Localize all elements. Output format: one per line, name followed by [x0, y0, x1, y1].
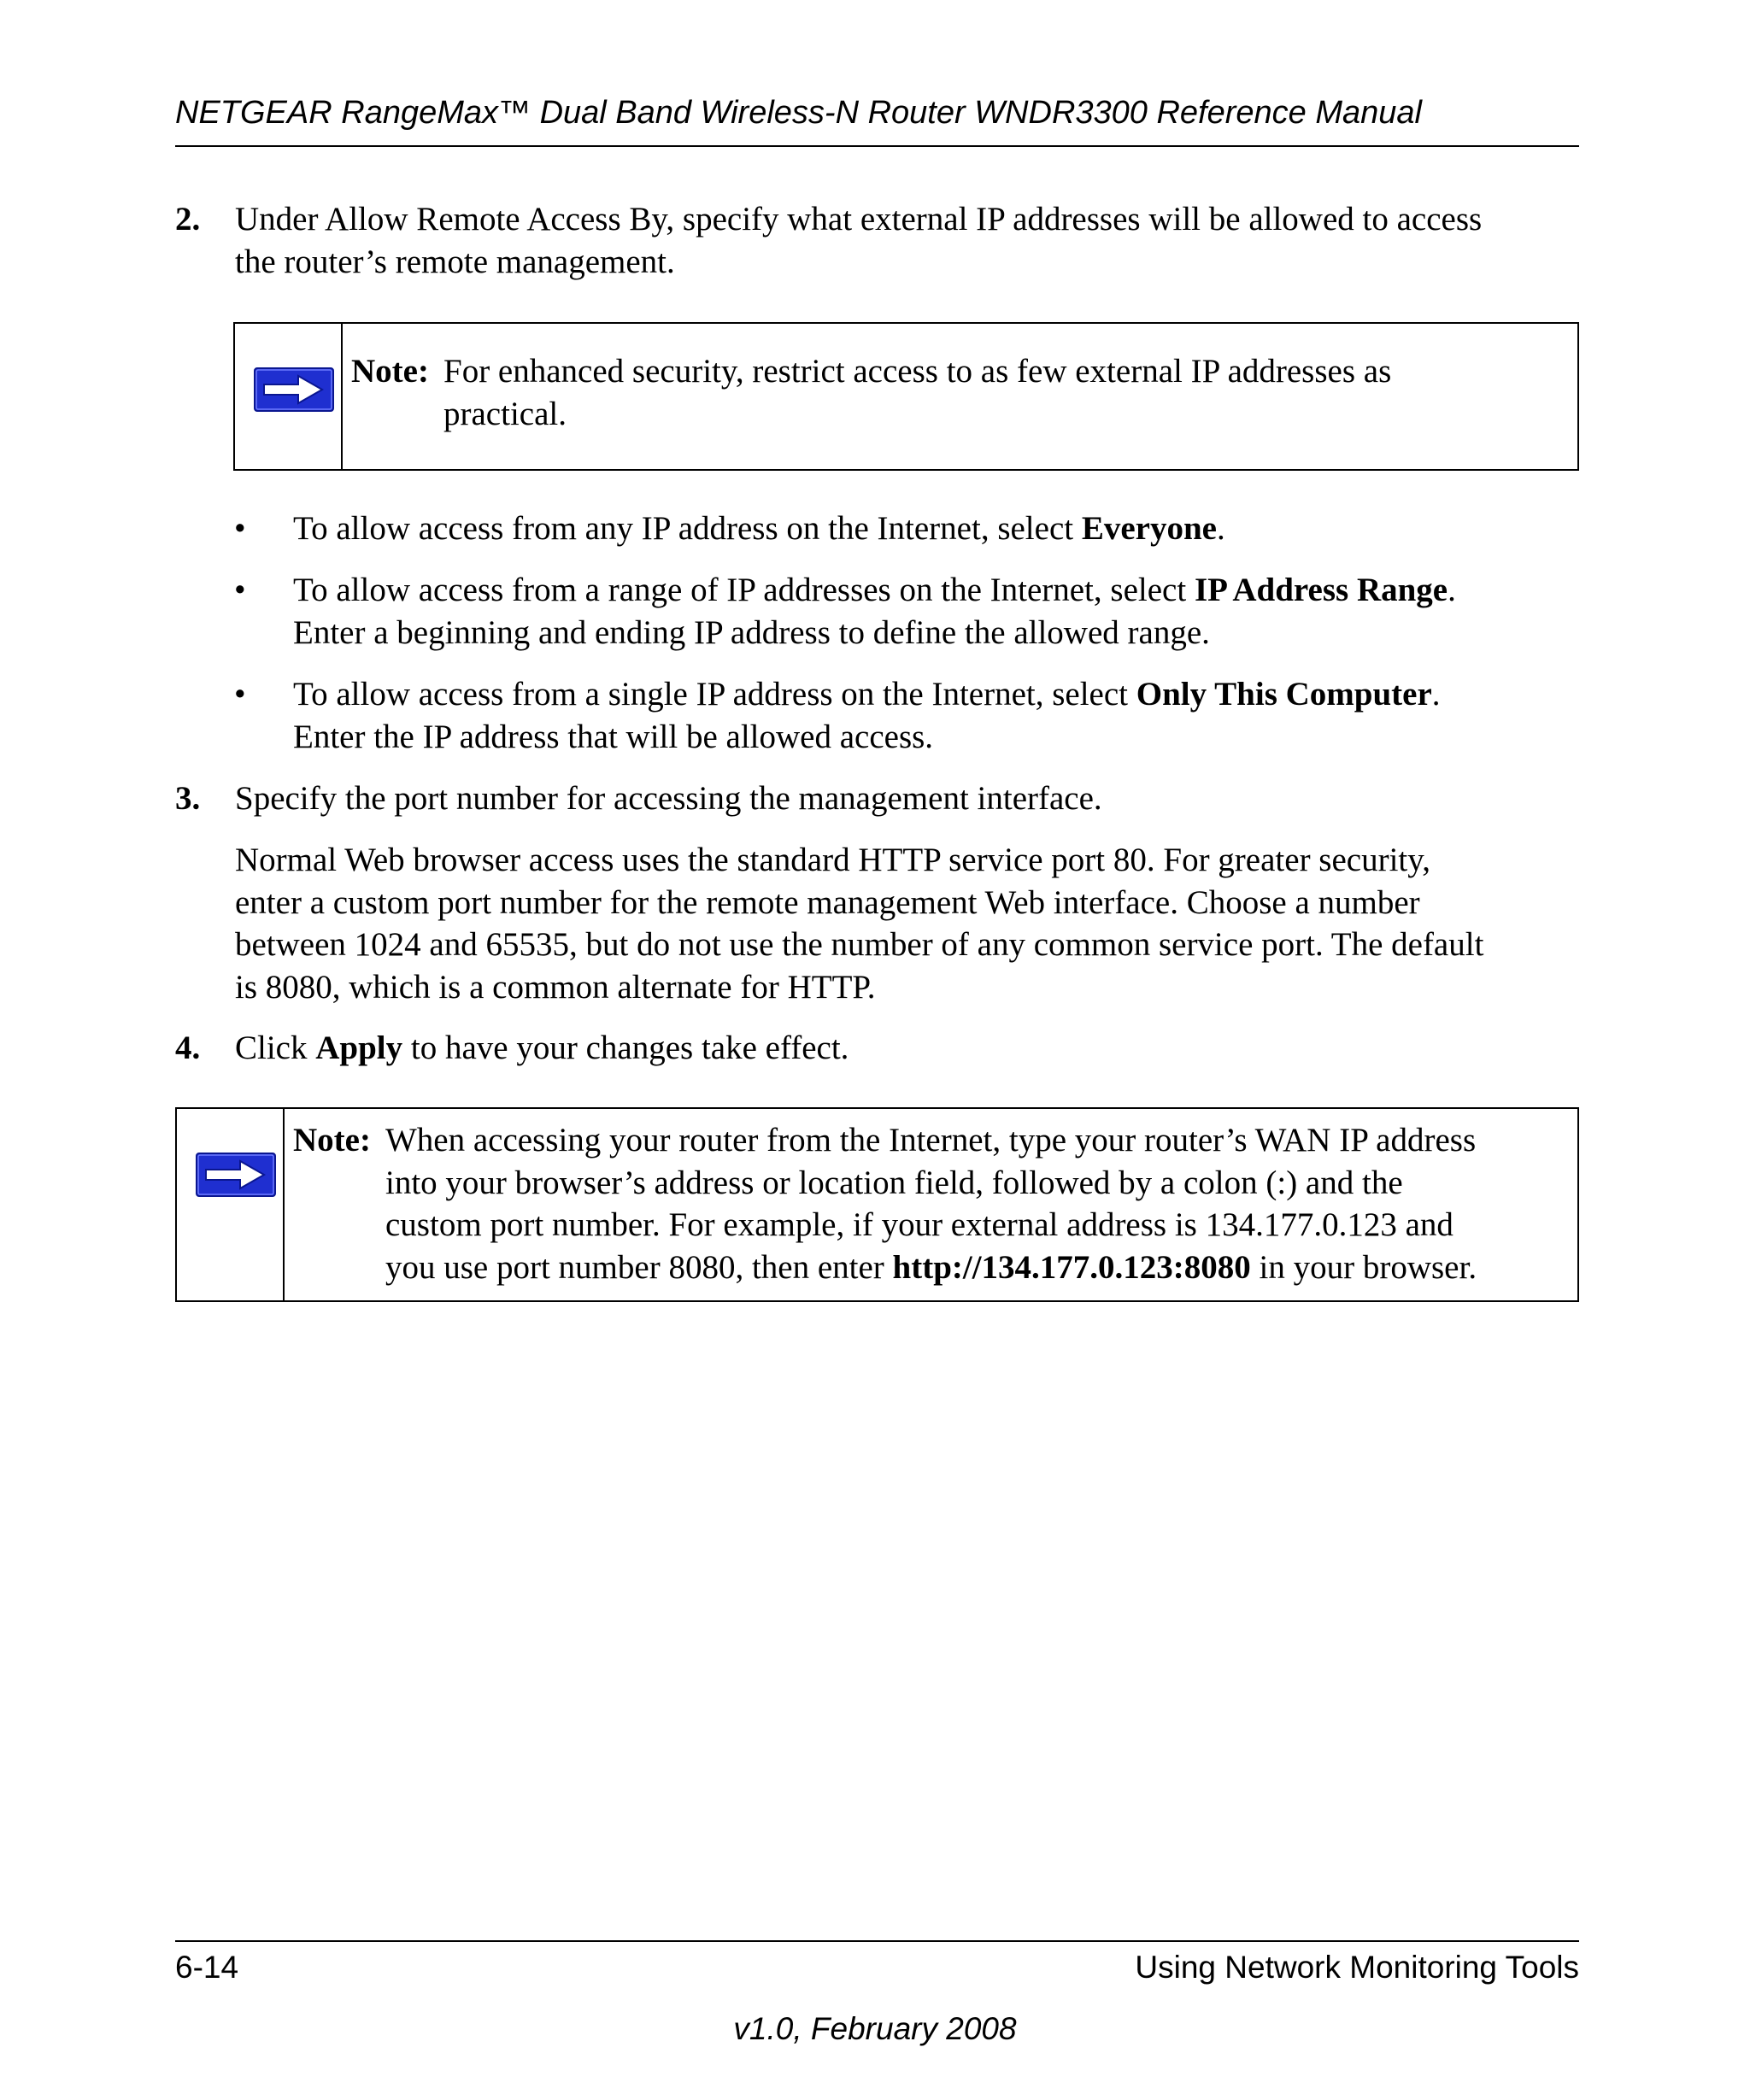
bullet-item	[234, 507, 1576, 550]
bullet-text-end: .	[1216, 510, 1225, 547]
paragraph-line: between 1024 and 65535, but do not use the number of any common service port. The default	[235, 926, 1484, 963]
note-2-line-4-text: you use port number 8080, then enter	[385, 1248, 893, 1286]
note-1-text	[351, 350, 1565, 435]
note-2-line-1: When accessing your router from the Internet, type your router’s WAN IP address	[385, 1122, 1477, 1159]
bullet-line-2: Enter a beginning and ending IP address to define the allowed range.	[293, 613, 1210, 651]
step-3-paragraph	[235, 839, 1581, 1008]
note-label: Note:	[351, 353, 429, 390]
note-icon-cell	[177, 1109, 285, 1300]
bullet-bold-text: Only This Computer	[1136, 676, 1432, 713]
note-icon-cell	[235, 324, 343, 469]
bullet-text: To allow access from a single IP address on the Internet, select	[293, 676, 1136, 713]
step-2-line-1: Under Allow Remote Access By, specify what external IP addresses will be allowed to access	[235, 201, 1483, 238]
bullet-item	[234, 569, 1576, 654]
bullet-bold-text: Everyone	[1081, 510, 1217, 547]
bullet-text: To allow access from any IP address on the Internet, select	[293, 510, 1082, 547]
paragraph-line: Normal Web browser access uses the standard HTTP service port 80. For greater security,	[235, 842, 1430, 878]
bullet-symbol: •	[234, 510, 246, 547]
bullet-line-2: Enter the IP address that will be allowed access.	[293, 718, 934, 755]
step-4-text-end: to have your changes take effect.	[402, 1029, 849, 1066]
note-2-line-2: into your browser’s address or location field, followed by a colon (:) and the	[385, 1164, 1403, 1201]
note-box-1	[233, 322, 1579, 471]
bullet-text: To allow access from a range of IP addresses on the Internet, select	[293, 572, 1195, 608]
note-2-line-4	[385, 1247, 1575, 1289]
header-rule	[175, 145, 1579, 147]
bullet-text-end: .	[1448, 572, 1456, 608]
step-3	[175, 777, 1577, 820]
note-2-line-4-end: in your browser.	[1250, 1248, 1477, 1286]
example-url: http://134.177.0.123:8080	[892, 1248, 1251, 1286]
step-2	[175, 198, 1577, 283]
step-3-text: Specify the port number for accessing the management interface.	[235, 780, 1102, 817]
bullet-bold-text: IP Address Range	[1194, 572, 1448, 608]
bullet-symbol: •	[234, 572, 246, 608]
note-label: Note:	[293, 1122, 371, 1159]
step-2-line-2: the router’s remote management.	[235, 243, 675, 280]
step-number: 4.	[175, 1029, 201, 1066]
version-label: v1.0, February 2008	[733, 2011, 1017, 2046]
bullet-item	[234, 673, 1576, 758]
arrow-right-icon	[254, 367, 334, 412]
note-2-text	[293, 1119, 1575, 1288]
footer-rule	[175, 1940, 1579, 1942]
page-number: 6-14	[175, 1950, 239, 1985]
running-header: NETGEAR RangeMax™ Dual Band Wireless-N Router WNDR3300 Reference Manual	[175, 95, 1422, 131]
step-number: 3.	[175, 780, 201, 817]
note-1-line-1: For enhanced security, restrict access to as few external IP addresses as	[443, 353, 1392, 390]
apply-label: Apply	[315, 1029, 403, 1066]
note-box-2	[175, 1107, 1579, 1302]
bullet-text-end: .	[1431, 676, 1441, 713]
step-4	[175, 1027, 1577, 1070]
note-2-line-3: custom port number. For example, if your external address is 134.177.0.123 and	[385, 1206, 1453, 1243]
section-title: Using Network Monitoring Tools	[1135, 1950, 1579, 1985]
paragraph-line: enter a custom port number for the remote management Web interface. Choose a number	[235, 883, 1420, 921]
paragraph-line: is 8080, which is a common alternate for HTTP.	[235, 968, 876, 1006]
arrow-right-icon	[196, 1153, 276, 1197]
step-4-text: Click	[235, 1029, 316, 1066]
bullet-symbol: •	[234, 676, 246, 713]
note-1-line-2: practical.	[443, 395, 567, 432]
step-number: 2.	[175, 201, 201, 238]
